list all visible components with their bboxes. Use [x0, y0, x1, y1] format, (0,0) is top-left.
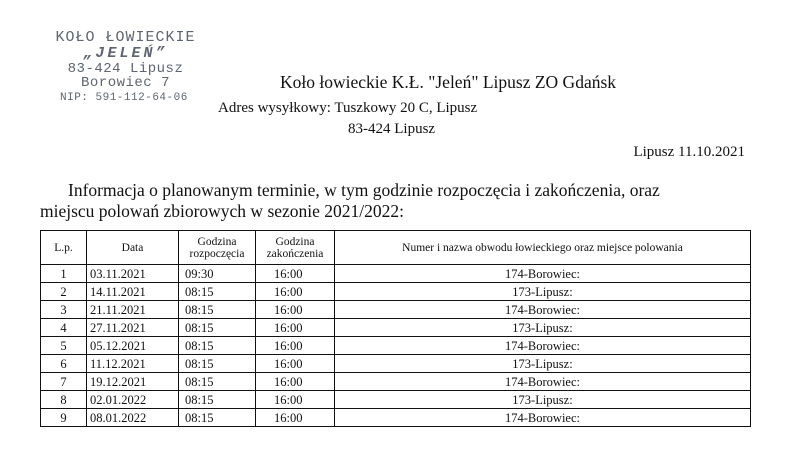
cell-lp: [41, 301, 87, 319]
cell-end-time-text: 16:00: [274, 393, 303, 407]
cell-date: [87, 301, 179, 319]
cell-place-text: 173-Lipusz:: [512, 393, 573, 407]
cell-lp-text: 2: [60, 285, 67, 299]
cell-end-time-text: 16:00: [274, 375, 303, 389]
cell-lp: [41, 265, 87, 283]
cell-place: [335, 319, 751, 337]
table-row: [41, 355, 751, 373]
cell-place-text: 173-Lipusz:: [512, 285, 573, 299]
cell-end-time-text: 16:00: [274, 357, 303, 371]
cell-place: [335, 355, 751, 373]
cell-start-time-text: 08:15: [185, 393, 214, 407]
cell-end-time: [256, 391, 335, 409]
cell-start-time: [179, 283, 256, 301]
cell-place-text: 174-Borowiec:: [505, 267, 580, 281]
cell-date-text: 11.12.2021: [90, 357, 146, 371]
mailing-address: Adres wysyłkowy: Tuszkowy 20 C, Lipusz: [218, 100, 478, 116]
hunt-schedule-table: [40, 230, 751, 427]
cell-start-time-text: 08:15: [185, 339, 214, 353]
cell-start-time: [179, 337, 256, 355]
cell-lp-text: 5: [60, 339, 67, 353]
cell-place: [335, 373, 751, 391]
cell-end-time: [256, 337, 335, 355]
stamp-line-jelen: „JELEŃ”: [83, 44, 168, 62]
cell-date: [87, 265, 179, 283]
cell-date-text: 21.11.2021: [90, 303, 146, 317]
cell-end-time-text: 16:00: [274, 411, 303, 425]
cell-end-time-text: 16:00: [274, 339, 303, 353]
cell-start-time-text: 08:15: [185, 285, 214, 299]
table-row: [41, 373, 751, 391]
cell-start-time: [179, 355, 256, 373]
intro-paragraph: [40, 180, 770, 222]
cell-date: [87, 409, 179, 427]
table-row: [41, 301, 751, 319]
cell-start-time: [179, 301, 256, 319]
cell-end-time-text: 16:00: [274, 267, 303, 281]
cell-end-time: [256, 355, 335, 373]
table-header-row: [41, 231, 751, 265]
cell-date-text: 19.12.2021: [90, 375, 147, 389]
cell-lp: [41, 409, 87, 427]
table-row: [41, 283, 751, 301]
cell-place: [335, 265, 751, 283]
table-row: [41, 391, 751, 409]
mailing-postcode: 83-424 Lipusz: [348, 121, 436, 137]
header-start-line2: rozpoczęcia: [189, 247, 245, 260]
header-end-line2: zakończenia: [266, 247, 324, 260]
cell-start-time: [179, 265, 256, 283]
cell-place-text: 174-Borowiec:: [505, 411, 580, 425]
cell-start-time-text: 08:15: [185, 357, 214, 371]
cell-start-time-text: 08:15: [185, 411, 214, 425]
cell-lp: [41, 337, 87, 355]
cell-place-text: 173-Lipusz:: [512, 321, 573, 335]
cell-lp: [41, 283, 87, 301]
cell-lp-text: 7: [60, 375, 67, 389]
cell-lp: [41, 391, 87, 409]
cell-place-text: 173-Lipusz:: [512, 357, 573, 371]
cell-end-time-text: 16:00: [274, 321, 303, 335]
cell-lp-text: 9: [60, 411, 67, 425]
cell-place-text: 174-Borowiec:: [505, 339, 580, 353]
stamp-line-name: KOŁO ŁOWIECKIE: [55, 29, 196, 46]
document-date: Lipusz 11.10.2021: [633, 144, 745, 160]
cell-start-time: [179, 409, 256, 427]
cell-end-time: [256, 301, 335, 319]
cell-start-time: [179, 373, 256, 391]
document-title: Koło łowieckie K.Ł. "Jeleń" Lipusz ZO Gdańsk: [280, 72, 617, 92]
cell-end-time: [256, 283, 335, 301]
cell-date: [87, 355, 179, 373]
header-lp: L.p.: [41, 231, 87, 265]
table-row: [41, 409, 751, 427]
stamp-line-postcode: 83-424 Lipusz: [67, 60, 184, 77]
cell-date: [87, 373, 179, 391]
header-date: Data: [87, 231, 179, 265]
cell-lp-text: 6: [60, 357, 67, 371]
table-row: [41, 337, 751, 355]
cell-lp-text: 1: [60, 267, 67, 281]
stamp-line-nip: NIP: 591-112-64-06: [60, 91, 188, 104]
cell-lp: [41, 373, 87, 391]
cell-place: [335, 301, 751, 319]
cell-date-text: 02.01.2022: [90, 393, 147, 407]
cell-start-time: [179, 319, 256, 337]
cell-date: [87, 337, 179, 355]
table-row: [41, 319, 751, 337]
cell-lp-text: 4: [60, 321, 67, 335]
cell-lp-text: 3: [60, 303, 67, 317]
club-stamp: [38, 30, 213, 104]
header-start-time: [179, 231, 256, 265]
cell-date-text: 27.11.2021: [90, 321, 146, 335]
cell-place-text: 174-Borowiec:: [505, 303, 580, 317]
intro-line-1: Informacja o planowanym terminie, w tym godzinie rozpoczęcia i zakończenia, oraz: [68, 180, 660, 200]
cell-place: [335, 391, 751, 409]
cell-start-time-text: 08:15: [185, 321, 214, 335]
cell-lp: [41, 355, 87, 373]
table-row: [41, 265, 751, 283]
cell-start-time-text: 09:30: [185, 267, 214, 281]
cell-start-time: [179, 391, 256, 409]
header-start-line1: Godzina: [197, 235, 237, 248]
cell-start-time-text: 08:15: [185, 303, 214, 317]
cell-date-text: 03.11.2021: [90, 267, 146, 281]
cell-end-time: [256, 265, 335, 283]
cell-end-time: [256, 373, 335, 391]
cell-date: [87, 319, 179, 337]
cell-date-text: 05.12.2021: [90, 339, 147, 353]
cell-end-time: [256, 409, 335, 427]
cell-place: [335, 337, 751, 355]
stamp-line-street: Borowiec 7: [80, 75, 170, 92]
cell-date: [87, 283, 179, 301]
header-end-time: [256, 231, 335, 265]
cell-lp: [41, 319, 87, 337]
cell-place-text: 174-Borowiec:: [505, 375, 580, 389]
header-end-line1: Godzina: [275, 235, 315, 248]
cell-end-time-text: 16:00: [274, 285, 303, 299]
header-place: Numer i nazwa obwodu łowieckiego oraz miejsce polowania: [335, 231, 751, 265]
cell-end-time-text: 16:00: [274, 303, 303, 317]
cell-start-time-text: 08:15: [185, 375, 214, 389]
cell-place: [335, 283, 751, 301]
cell-end-time: [256, 319, 335, 337]
cell-date-text: 08.01.2022: [90, 411, 147, 425]
cell-lp-text: 8: [60, 393, 67, 407]
cell-place: [335, 409, 751, 427]
intro-line-2: miejscu polowań zbiorowych w sezonie 2021/2022:: [40, 201, 405, 221]
cell-date-text: 14.11.2021: [90, 285, 146, 299]
cell-date: [87, 391, 179, 409]
